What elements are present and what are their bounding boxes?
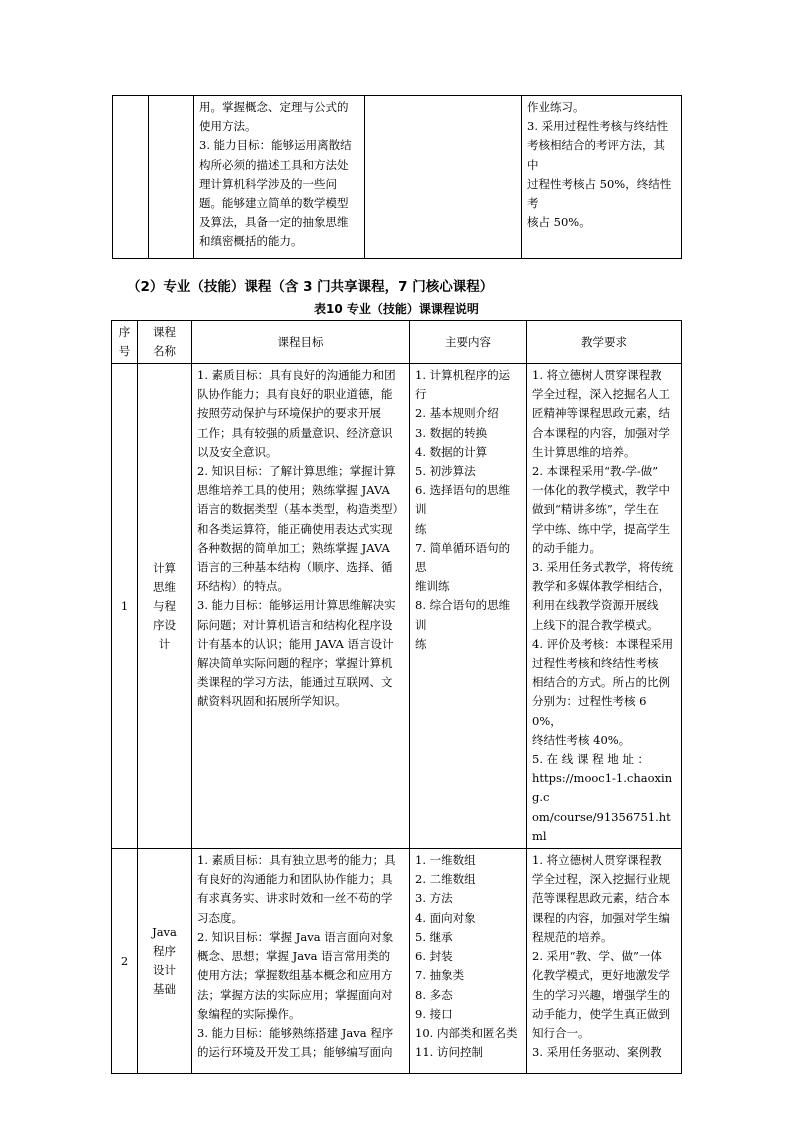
course-name: Java程序设计基础 [138,849,192,1074]
text-line: 各种数据的简单加工；熟练掌握 JAVA [197,540,390,555]
text-line: 用。掌握概念、定理与公式的 [199,100,349,114]
course-requirements [527,364,682,849]
text-line: 工作；具有较强的质量意识、经济意识 [197,425,393,440]
text-line: 2. 采用“教、学、做”一体 [532,949,662,964]
text-line: 核占 50%。 [527,215,591,230]
text-line: 际问题；对计算机语言和结构化程序设 [197,617,393,632]
course-description-table [111,320,682,1074]
text-line: 7. 抽象类 [415,968,465,983]
course-goals [192,849,410,1074]
text-line: 学中练、练中学，提高学生 [532,521,670,536]
text-line: 11. 访问控制 [415,1045,483,1060]
text-line: 3. 方法 [415,891,453,906]
text-line: 3. 采用任务式教学，将传统 [532,560,674,575]
text-line: 动手能力，使学生真正做到 [532,1006,670,1021]
text-line: 考核相结合的考评方法，其中 [527,138,665,172]
text-line: 象编程的实际操作。 [197,1006,301,1021]
table-caption: 表10 专业（技能）课课程说明 [314,302,479,316]
text-line: 5. 在 线 课 程 地 址 ： [532,752,650,767]
course-requirements [527,849,682,1074]
text-line: 4. 数据的计算 [415,444,488,459]
text-line: 以及安全意识。 [197,444,278,459]
text-line: 题。能够建立简单的数学模型 [199,196,349,211]
text-line: 上线下的混合教学模式。 [532,617,659,632]
table-row [112,364,682,849]
text-line: 1. 一维数组 [415,853,476,868]
text-line: 3. 能力目标：能够熟练搭建 Java 程序 [197,1025,394,1040]
text-line: 过程性考核占 50%，终结性考 [527,176,672,211]
text-line: 有良好的沟通能力和团队协作能力；具 [197,872,393,887]
table-row [112,849,682,1074]
text-line: 环结构）的特点。 [197,579,289,594]
course-content [410,364,527,849]
text-line: 维训练 [415,579,450,594]
text-line: 8. 多态 [415,987,453,1002]
text-line: 1. 将立德树人贯穿课程教 [532,368,662,382]
text-line: 计有基本的认识；能用 JAVA 语言设计 [197,636,394,651]
text-line: 2. 本课程采用“教-学-做” [532,464,659,479]
text-line: 献资料巩固和拓展所学知识。 [197,694,347,709]
text-line: 1. 素质目标：具有良好的沟通能力和团 [197,368,396,382]
header-seq: 序号 [112,321,138,364]
text-line: 按照劳动保护与环境保护的要求开展 [197,406,381,421]
text-line: 10. 内部类和匿名类 [415,1025,518,1040]
text-line: 相结合的方式。所占的比例 [532,675,670,690]
text-line: 1. 计算机程序的运行 [415,368,511,402]
text-line: 做到“精讲多练”，学生在 [532,502,659,517]
course-seq: 1 [112,364,138,849]
text-line: 3. 采用任务驱动、案例教 [532,1045,662,1060]
text-line: 3. 能力目标：能够运用离散结 [199,138,352,153]
text-line: 范等课程思政元素，结合本 [532,891,670,906]
text-line: 4. 评价及考核：本课程采用 [532,636,674,651]
text-line: 的动手能力。 [532,540,601,555]
text-line: 生的学习兴趣，增强学生的 [532,987,670,1002]
text-line: 概念、思想；掌握 Java 语言常用类的 [197,949,391,964]
text-line: 3. 采用过程性考核与终结性 [527,119,669,134]
text-line: 思维培养工具的使用；熟练掌握 JAVA [197,483,390,498]
content-cell [365,96,522,259]
text-line: 终结性考核 40%。 [532,732,631,747]
text-line: 的运行环境及开发工具；能够编写面向 [197,1045,393,1060]
text-line: https://mooc1-1.chaoxing.c [532,771,673,805]
text-line: 练 [415,636,427,651]
text-line: 习态度。 [197,910,243,925]
section-heading: （2）专业（技能）课程（含 3 门共享课程，7 门核心课程） [127,279,494,295]
text-line: 1. 素质目标：具有独立思考的能力；具 [197,853,396,868]
text-line: 理计算机科学涉及的一些问 [199,176,337,191]
text-line: 教学和多媒体教学相结合， [532,579,670,594]
text-line: 和缜密概括的能力。 [199,234,303,249]
text-line: 程规范的培养。 [532,929,613,944]
text-line: 4. 面向对象 [415,910,476,925]
text-line: 队协作能力；具有良好的职业道德，能 [197,387,393,402]
text-line: 知行合一。 [532,1025,590,1040]
text-line: 5. 初涉算法 [415,464,476,479]
text-line: 分别为：过程性考核 60%， [532,694,647,728]
text-line: 和各类运算符，能正确使用表达式实现 [197,521,393,536]
text-line: 2. 二维数组 [415,872,476,887]
continued-course-table [112,95,682,259]
text-line: 2. 知识目标：掌握 Java 语言面向对象 [197,929,394,944]
text-line: 2. 知识目标：了解计算思维；掌握计算 [197,464,396,479]
text-line: 8. 综合语句的思维训 [415,598,511,632]
header-name: 课程名称 [138,321,192,364]
header-goals: 课程目标 [192,321,410,364]
text-line: 学全过程，深入挖掘行业规 [532,872,670,887]
text-line: 法；掌握方法的实际应用；掌握面向对 [197,987,393,1002]
text-line: 3. 数据的转换 [415,425,488,440]
seq-cell [113,96,149,259]
course-goals [192,364,410,849]
text-line: 课程的内容，加强对学生编 [532,910,670,925]
text-line: 类课程的学习方法，能通过互联网、文 [197,675,393,690]
name-cell [149,96,194,259]
text-line: 语言的三种基本结构（顺序、选择、循 [197,560,393,575]
text-line: om/course/91356751.html [532,809,671,843]
course-seq: 2 [112,849,138,1074]
text-line: 使用方法。 [199,119,257,134]
text-line: 9. 接口 [415,1006,453,1021]
header-content: 主要内容 [410,321,527,364]
text-line: 利用在线教学资源开展线 [532,598,659,613]
text-line: 化教学模式，更好地激发学 [532,968,670,983]
text-line: 练 [415,521,427,536]
text-line: 有求真务实、讲求时效和一丝不苟的学 [197,891,393,906]
text-line: 合本课程的内容，加强对学 [532,425,670,440]
text-line: 7. 简单循环语句的思 [415,540,511,575]
text-line: 6. 选择语句的思维训 [415,483,511,517]
text-line: 过程性考核和终结性考核 [532,656,659,671]
text-line: 解决简单实际问题的程序；掌握计算机 [197,656,393,671]
text-line: 6. 封装 [415,949,453,964]
text-line: 构所必须的描述工具和方法处 [199,157,349,172]
course-name: 计算思维与程序设计 [138,364,192,849]
goals-cell [194,96,365,259]
course-content [410,849,527,1074]
text-line: 及算法，具备一定的抽象思维 [199,215,349,230]
text-line: 一体化的教学模式，教学中 [532,483,670,498]
text-line: 2. 基本规则介绍 [415,406,499,421]
text-line: 3. 能力目标：能够运用计算思维解决实 [197,598,396,613]
text-line: 作业练习。 [527,100,585,114]
text-line: 5. 继承 [415,929,453,944]
text-line: 1. 将立德树人贯穿课程教 [532,853,662,868]
table-header-row [112,321,682,364]
text-line: 生计算思维的培养。 [532,444,636,459]
requirements-cell [522,96,682,259]
text-line: 使用方法；掌握数组基本概念和应用方 [197,968,393,983]
header-requirements: 教学要求 [527,321,682,364]
text-line: 学全过程，深入挖掘名人工 [532,387,670,402]
text-line: 匠精神等课程思政元素，结 [532,406,670,421]
text-line: 语言的数据类型（基本类型，构造类型） [197,502,404,517]
